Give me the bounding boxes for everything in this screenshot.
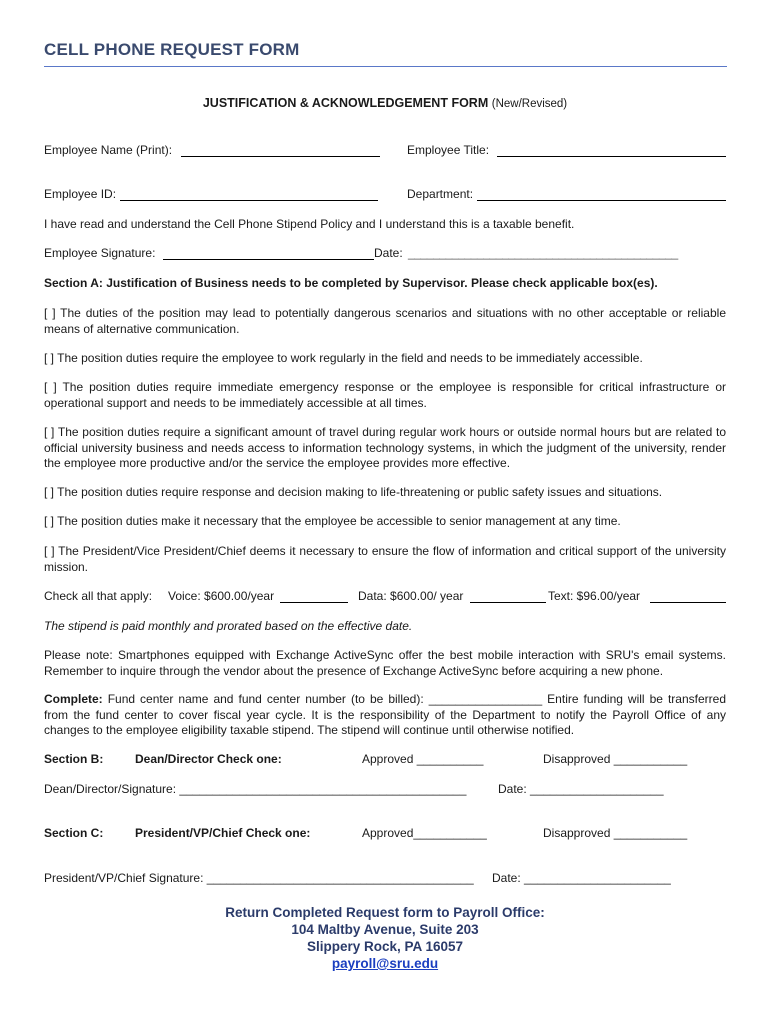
section-b-label: Section B: — [44, 752, 104, 766]
employee-id-label: Employee ID: — [44, 187, 117, 201]
payroll-email-link[interactable]: payroll@sru.edu — [331, 956, 439, 971]
section-b-signature[interactable]: Dean/Director/Signature: ___________________________________________ — [44, 782, 467, 796]
employee-id-field[interactable] — [120, 188, 378, 201]
footer-address: 104 Maltby Avenue, Suite 203 — [291, 922, 479, 937]
employee-signature-field[interactable] — [163, 247, 374, 260]
employee-title-label: Employee Title: — [407, 143, 490, 157]
complete-label: Complete: — [44, 692, 103, 706]
check-all-label: Check all that apply: — [44, 589, 153, 603]
text-option-field[interactable] — [650, 590, 726, 603]
footer-line-1: Return Completed Request form to Payroll Office: — [225, 905, 545, 920]
employee-name-field[interactable] — [181, 144, 380, 157]
footer-city: Slippery Rock, PA 16057 — [306, 939, 464, 954]
smartphone-note: Please note: Smartphones equipped with Exchange ActiveSync offer the best mobile interaction with SRU's email systems. Remember to inquire through the vendor about the presence of Exchange ActiveSync before acquiring a new phone. — [44, 648, 726, 678]
complete-section — [44, 692, 726, 739]
section-c-disapproved[interactable]: Disapproved ___________ — [543, 826, 688, 840]
form-subtitle — [0, 96, 770, 110]
section-a-heading: Section A: Justification of Business needs to be completed by Supervisor. Please check applicable box(es). — [44, 276, 658, 290]
department-field[interactable] — [477, 188, 726, 201]
acknowledgement-text: I have read and understand the Cell Phone Stipend Policy and I understand this is a taxable benefit. — [44, 217, 575, 231]
section-c-label: Section C: — [44, 826, 104, 840]
complete-text: Fund center name and fund center number (to be billed): _________________ Entire funding will be transferred from the fund center to cover fiscal year cycle. It is the responsibility of the Department to notify the Payroll Office of any changes to the employee eligibility taxable stipend. The stipend will continue until otherwise notified. — [44, 692, 726, 737]
subtitle-suffix: (New/Revised) — [491, 98, 568, 110]
employee-name-label: Employee Name (Print): — [44, 143, 173, 157]
department-label: Department: — [407, 187, 474, 201]
voice-option-label: Voice: $600.00/year — [168, 589, 275, 603]
section-b-disapproved[interactable]: Disapproved ___________ — [543, 752, 688, 766]
section-b-check: Dean/Director Check one: — [135, 752, 282, 766]
section-b-approved[interactable]: Approved __________ — [362, 752, 484, 766]
text-option-label: Text: $96.00/year — [548, 589, 641, 603]
stipend-note: The stipend is paid monthly and prorated based on the effective date. — [44, 619, 413, 633]
employee-title-field[interactable] — [497, 144, 726, 157]
employee-date-field[interactable]: ___________________________________________ — [408, 246, 678, 260]
section-c-approved[interactable]: Approved___________ — [362, 826, 487, 840]
justification-public-safety[interactable]: [ ] The position duties require response and decision making to life-threatening or public safety issues and situations. — [44, 485, 663, 499]
justification-field-work[interactable]: [ ] The position duties require the employee to work regularly in the field and needs to be immediately accessible. — [44, 351, 643, 365]
subtitle-main: JUSTIFICATION & ACKNOWLEDGEMENT FORM — [202, 96, 489, 110]
justification-president[interactable]: [ ] The President/Vice President/Chief deems it necessary to ensure the flow of information and critical support of the university mission. — [44, 544, 726, 574]
title-divider — [44, 66, 727, 67]
section-c-date[interactable]: Date: ______________________ — [492, 871, 671, 885]
justification-senior-management[interactable]: [ ] The position duties make it necessary that the employee be accessible to senior management at any time. — [44, 514, 621, 528]
justification-dangerous[interactable]: [ ] The duties of the position may lead to potentially dangerous scenarios and situations with no other acceptable or reliable means of alternative communication. — [44, 306, 726, 336]
return-instructions — [0, 904, 770, 972]
section-c-check: President/VP/Chief Check one: — [135, 826, 311, 840]
employee-signature-label: Employee Signature: — [44, 246, 156, 260]
justification-emergency[interactable]: [ ] The position duties require immediate emergency response or the employee is responsible for critical infrastructure or operational support and needs to be immediately accessible at all times. — [44, 380, 726, 410]
form-title: CELL PHONE REQUEST FORM — [44, 40, 300, 59]
voice-option-field[interactable] — [280, 590, 348, 603]
justification-travel[interactable]: [ ] The position duties require a significant amount of travel during regular work hours or outside normal hours but are related to official university business and needs access to information technology systems, in which the judgment of the university, render the employee more productive and/or the service the employee provides more effective. — [44, 425, 726, 470]
section-b-date[interactable]: Date: ____________________ — [498, 782, 664, 796]
data-option-label: Data: $600.00/ year — [358, 589, 464, 603]
employee-date-label: Date: — [374, 246, 403, 260]
section-c-signature[interactable]: President/VP/Chief Signature: ________________________________________ — [44, 871, 474, 885]
data-option-field[interactable] — [470, 590, 546, 603]
